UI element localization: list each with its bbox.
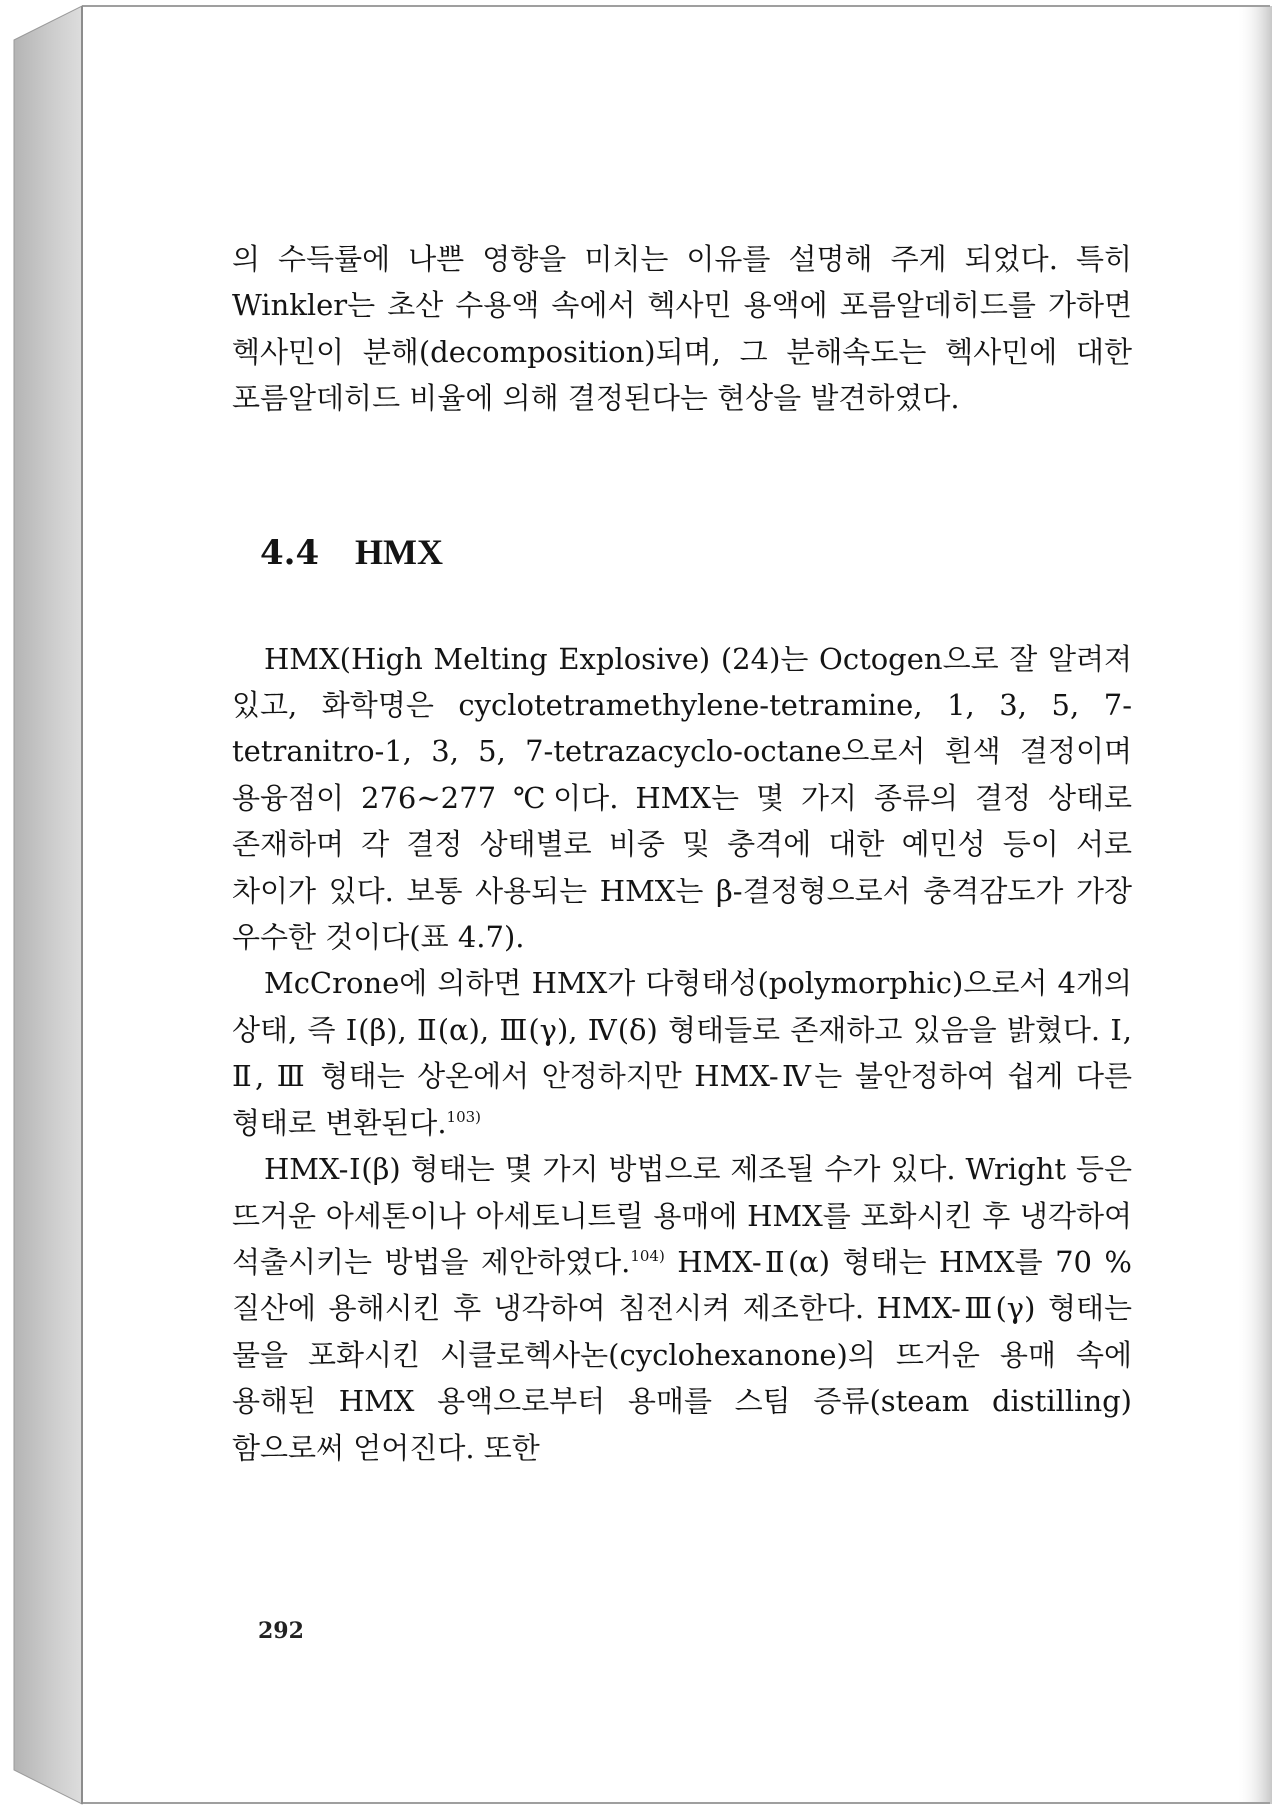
book-spine — [14, 6, 82, 1804]
hmx-intro-paragraph: HMX(High Melting Explosive) (24)는 Octogen으로 잘 알려져 있고, 화학명은 cyclotetramethylene-tetramine, 1, 3, 5, 7-tetranitro-1, 3, 5, 7-tetrazacyclo-octane으로서 흰색 결정이며 용융점이 276∼277 ℃이다. HMX는 몇 가지 종류의 결정 상태로 존재하며 각 결정 상태별로 비중 및 충격에 대한 예민성 등이 서로 차이가 있다. 보통 사용되는 HMX는 β-결정형으로서 충격감도가 가장 우수한 것이다(표 4.7). — [232, 641, 1132, 955]
section-number: 4.4 — [260, 532, 320, 573]
reference-103: 103) — [446, 1107, 482, 1126]
section-title: HMX — [355, 531, 443, 572]
reference-104: 104) — [630, 1246, 665, 1265]
top-paragraph: 의 수득률에 나쁜 영향을 미치는 이유를 설명해 주게 되었다. 특히 Winkler는 초산 수용액 속에서 헥사민 용액에 포름알데히드를 가하면 헥사민이 분해(decomposition)되며, 그 분해속도는 헥사민에 대한 포름알데히드 비율에 의해 결정된다는 현상을 발견하였다. — [232, 242, 1132, 416]
polymorph-paragraph — [232, 960, 1132, 1146]
preparation-text-b: HMX-Ⅱ(α) 형태는 HMX를 70 % 질산에 용해시킨 후 냉각하여 침전시켜 제조한다. HMX-Ⅲ(γ) 형태는 물을 포화시킨 시클로헥사논(cyclohexanone)의 뜨거운 용매 속에 용해된 HMX 용액으로부터 용매를 스팀 증류(steam distilling)함으로써 얻어진다. 또한 — [232, 1244, 1132, 1465]
section-heading — [232, 422, 1132, 636]
preparation-text-a: HMX-Ⅰ(β) 형태는 몇 가지 방법으로 제조될 수가 있다. Wright 등은 뜨거운 아세톤이나 아세토니트릴 용매에 HMX를 포화시킨 후 냉각하여 석출시키는 방법을 제안하였다. — [232, 1152, 1132, 1279]
page-number: 292 — [258, 1618, 304, 1644]
polymorph-text: McCrone에 의하면 HMX가 다형태성(polymorphic)으로서 4개의 상태, 즉 Ⅰ(β), Ⅱ(α), Ⅲ(γ), Ⅳ(δ) 형태들로 존재하고 있음을 밝혔다. Ⅰ, Ⅱ, Ⅲ 형태는 상온에서 안정하지만 HMX-Ⅳ는 불안정하여 쉽게 다른 형태로 변환된다. — [232, 966, 1132, 1140]
preparation-paragraph — [232, 1146, 1132, 1471]
page-right-shadow — [1236, 6, 1272, 1804]
page-body — [232, 236, 1132, 1471]
